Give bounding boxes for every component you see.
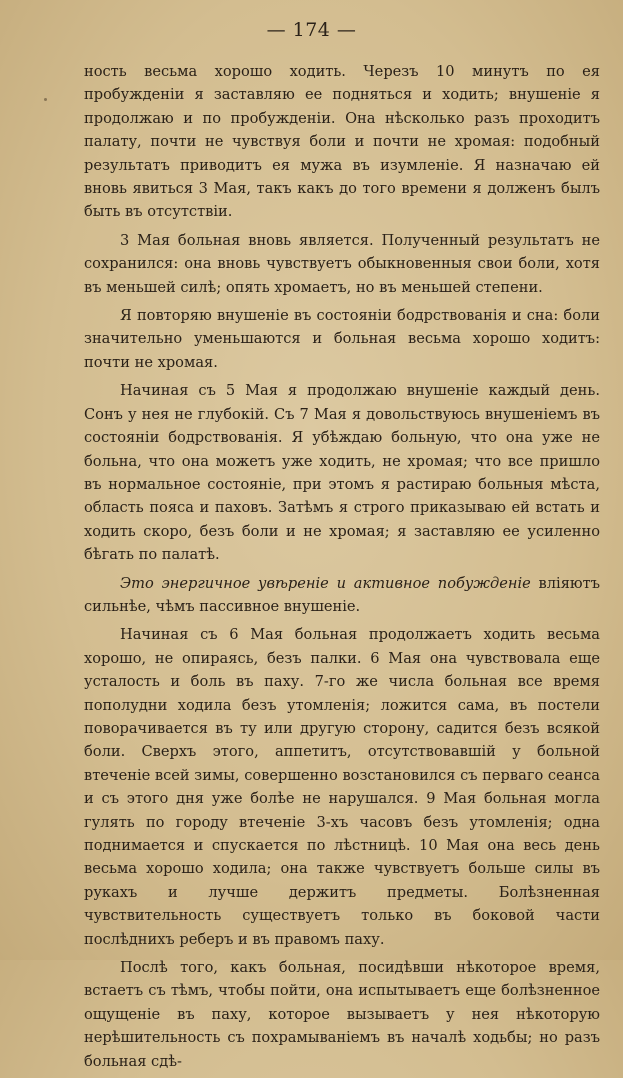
page-number: — 174 — xyxy=(266,19,357,41)
paragraph-5-rest: влiяютъ сильнѣе, чѣмъ пассивное внушенiе. xyxy=(84,574,600,615)
emphasis-text: Это энергичное увѣренiе и активное побужденiе xyxy=(120,574,531,592)
text-body xyxy=(84,60,600,1078)
paragraph-4: Начиная съ 5 Мая я продолжаю внушенiе каждый день. Сонъ у нея не глубокiй. Съ 7 Мая я довольствуюсь внушенiемъ въ состоянiи бодрствованiя. Я убѣждаю больную, что она уже не больна, что она можетъ уже ходить, не хромая; что все пришло въ нормальное состоянiе, при этомъ я растираю больныя мѣста, область пояса и паховъ. Затѣмъ я строго приказываю ей встать и ходить скоро, безъ боли и не хромая; я заставляю ее усиленно бѣгать по палатѣ. xyxy=(84,382,600,564)
paragraph-7: Послѣ того, какъ больная, посидѣвши нѣкоторое время, встаетъ съ тѣмъ, чтобы пойти, она испытываетъ еще болѣзненное ощущенiе въ паху, которое вызываетъ у нея нѣкоторую нерѣшительность съ похрамыванiемъ въ началѣ ходьбы; но разъ больная сдѣ- xyxy=(84,959,600,1070)
paragraph-2: 3 Мая больная вновь является. Полученный результатъ не сохранился: она вновь чувствуетъ обыкновенныя свои боли, хотя въ меньшей силѣ; опять хромаетъ, но въ меньшей степени. xyxy=(84,231,600,296)
paragraph-6: Начиная съ 6 Мая больная продолжаетъ ходить весьма хорошо, не опираясь, безъ палки. 6 Мая она чувствовала еще усталость и боль въ паху. 7-го же числа больная все время пополудни ходила безъ утомленiя; ложится сама, въ постели поворачивается въ ту или другую сторону, садится безъ всякой боли. Сверхъ этого, аппетитъ, отсутствовавшiй у больной втеченiе всей зимы, совершенно возстановился съ перваго сеанса и съ этого дня уже болѣе не нарушался. 9 Мая больная могла гулять по городу втеченiе 3-хъ часовъ безъ утомленiя; одна поднимается и спускается по лѣстницѣ. 10 Мая она весь день весьма хорошо ходила; она также чувствуетъ больше силы въ рукахъ и лучше держитъ предметы. Болѣзненная чувствительность существуетъ только въ боковой части послѣднихъ реберъ и въ правомъ паху. xyxy=(84,626,600,948)
paragraph-3: Я повторяю внушенiе въ состоянiи бодрствованiя и сна: боли значительно уменьшаются и больная весьма хорошо ходитъ: почти не хромая. xyxy=(84,307,600,371)
paragraph-5 xyxy=(84,572,600,619)
paper-spot xyxy=(44,98,47,101)
paragraph-1: ность весьма хорошо ходить. Черезъ 10 минутъ по ея пробужденiи я заставляю ее подняться и ходить; внушенiе я продолжаю и по пробужденiи. Она нѣсколько разъ проходитъ палату, почти не чувствуя боли и почти не хромая: подобный результатъ приводитъ ея мужа въ изумленiе. Я назначаю ей вновь явиться 3 Мая, такъ какъ до того времени я долженъ былъ быть въ отсутствiи. xyxy=(84,63,600,221)
